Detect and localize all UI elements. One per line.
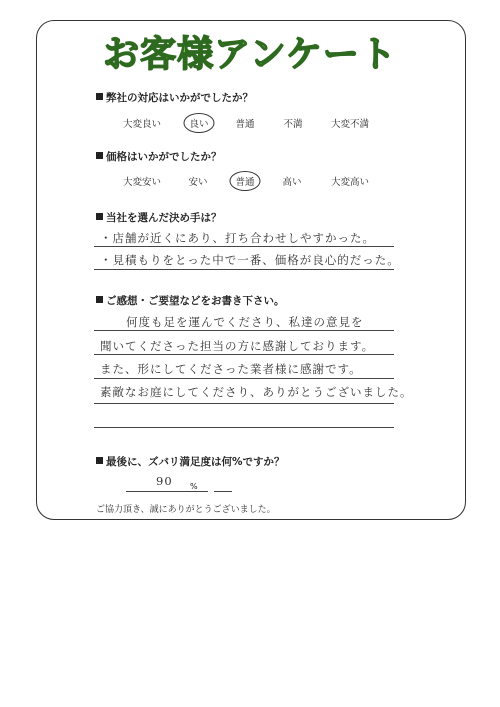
- square-bullet-icon: [96, 457, 103, 464]
- q4-answer-line-4: 素敵なお庭にしてくださり、ありがとうございました。: [100, 385, 413, 399]
- question-4-label: ご感想・ご要望などをお書き下さい。: [96, 293, 285, 308]
- q3-answer-line-1: ・店舗が近くにあり、打ち合わせしやすかった。: [100, 231, 375, 245]
- question-1-label: 弊社の対応はいかがでしたか？: [96, 90, 253, 105]
- question-5-label: 最後に、ズバリ満足度は何%ですか？: [96, 454, 285, 469]
- answer-rule: [94, 403, 394, 404]
- q4-answer-line-3: また、形にしてくださった業者様に感謝です。: [100, 362, 362, 376]
- square-bullet-icon: [96, 93, 103, 100]
- answer-rule: [94, 246, 394, 247]
- square-bullet-icon: [96, 213, 103, 220]
- percent-unit: %: [190, 482, 198, 491]
- q3-answer-line-2: ・見積もりをとった中で一番、価格が良心的だった。: [100, 253, 400, 267]
- q1-option-2-selected[interactable]: 良い: [183, 113, 214, 133]
- q2-option-2[interactable]: 安い: [188, 177, 208, 188]
- satisfaction-rule: [126, 491, 208, 492]
- q1-option-3[interactable]: 普通: [235, 119, 255, 130]
- q2-option-4[interactable]: 高い: [282, 177, 302, 188]
- q1-option-1[interactable]: 大変良い: [122, 119, 162, 130]
- thank-you-footer: ご協力頂き、誠にありがとうございました。: [96, 505, 276, 515]
- q1-option-5[interactable]: 大変不満: [330, 119, 370, 130]
- answer-rule: [94, 427, 394, 428]
- satisfaction-value: 90: [156, 474, 173, 488]
- satisfaction-rule-tail: [214, 491, 232, 492]
- question-3-label: 当社を選んだ決め手は？: [96, 210, 222, 225]
- q4-answer-line-1: 何度も足を運んでくださり、私達の意見を: [126, 315, 364, 329]
- q2-option-5[interactable]: 大変高い: [330, 177, 370, 188]
- square-bullet-icon: [96, 296, 103, 303]
- page-title: お客様アンケート: [103, 34, 397, 75]
- question-2-label: 価格はいかがでしたか？: [96, 149, 222, 164]
- square-bullet-icon: [96, 152, 103, 159]
- answer-rule: [94, 269, 394, 270]
- answer-rule: [94, 378, 394, 379]
- answer-rule: [94, 330, 394, 331]
- answer-rule: [94, 354, 394, 355]
- q1-option-4[interactable]: 不満: [283, 119, 303, 130]
- q2-option-1[interactable]: 大変安い: [122, 177, 162, 188]
- q2-option-3-selected[interactable]: 普通: [229, 171, 260, 191]
- q4-answer-line-2: 聞いてくださった担当の方に感謝しております。: [100, 339, 375, 353]
